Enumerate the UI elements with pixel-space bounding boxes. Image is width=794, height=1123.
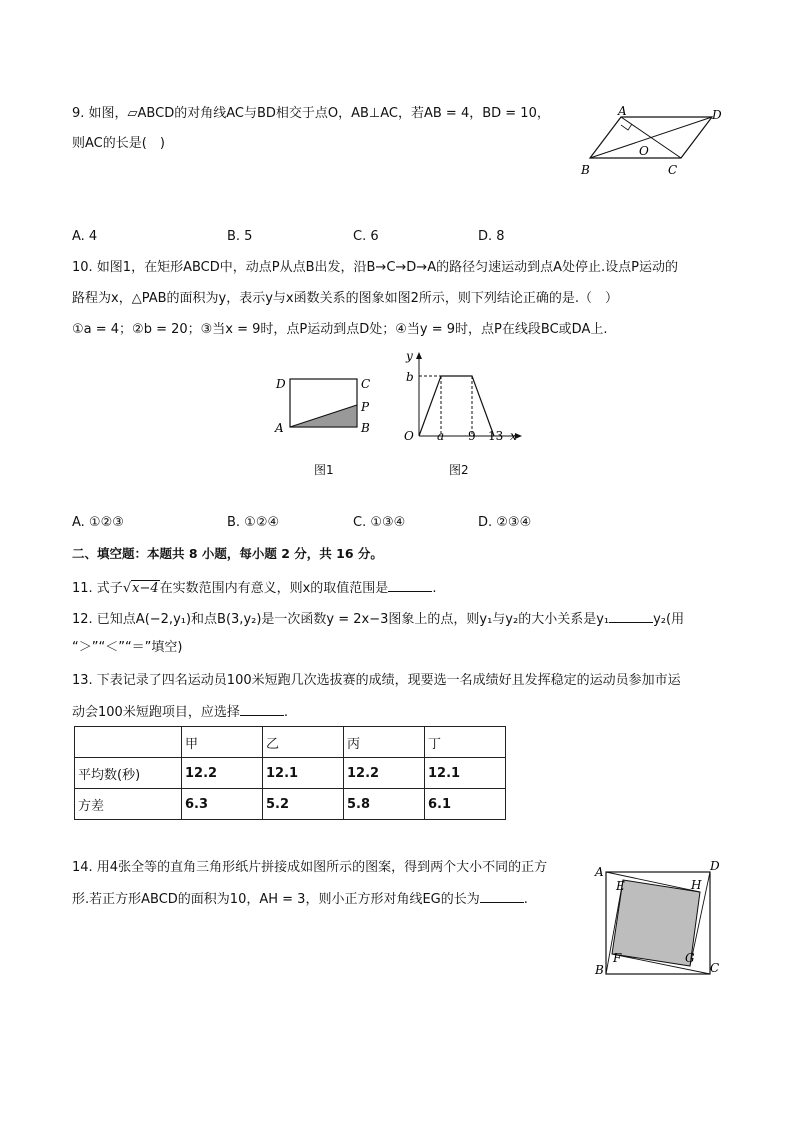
q10-option-b[interactable]: B. ①②④ — [227, 515, 280, 530]
q11-post: 在实数范围内有意义，则x的取值范围是 — [159, 581, 389, 596]
q12-line1-pre: 12. 已知点A(−2,y₁)和点B(3,y₂)是一次函数y = 2x−3图象上的点，则y₁与y₂的大小关系是y₁ — [72, 612, 610, 627]
q9-option-b[interactable]: B. 5 — [227, 229, 253, 244]
q12-line1 — [72, 608, 684, 630]
q14-answer-blank[interactable] — [480, 888, 524, 903]
table-cell: 6.3 — [182, 789, 263, 820]
fig2-label-o: O — [404, 429, 414, 443]
table-header-cell: 乙 — [263, 727, 344, 758]
q14-label-e: E — [616, 879, 625, 893]
table-header-cell: 甲 — [182, 727, 263, 758]
q11-answer-blank[interactable] — [388, 577, 432, 592]
table-cell: 5.8 — [344, 789, 425, 820]
section2-heading: 二、填空题：本题共 8 小题，每小题 2 分，共 16 分。 — [72, 546, 383, 561]
q9-label-a: A — [618, 104, 627, 118]
q9-label-o: O — [639, 144, 649, 158]
q9-label-d: D — [712, 108, 722, 122]
table-header-cell: 丁 — [425, 727, 506, 758]
q11-radicand: x−4 — [132, 581, 159, 596]
q14-line2 — [72, 888, 528, 910]
fig2-label-13: 13 — [488, 429, 504, 443]
q13-answer-blank[interactable] — [240, 701, 284, 716]
table-cell: 6.1 — [425, 789, 506, 820]
fig2-label-b: b — [406, 370, 414, 384]
q14-label-f: F — [613, 951, 622, 965]
q13-line2-end: . — [283, 705, 288, 720]
q14-line2-pre: 形.若正方形ABCD的面积为10，AH = 3，则小正方形对角线EG的长为 — [72, 892, 480, 907]
q10-figure2-graph — [400, 348, 530, 448]
q11-end: . — [432, 581, 437, 596]
q9-label-b: B — [581, 163, 590, 177]
fig2-label-a: a — [437, 429, 445, 443]
table-cell: 方差 — [75, 789, 182, 820]
q11-pre: 11. 式子 — [72, 581, 123, 596]
q10-option-d[interactable]: D. ②③④ — [478, 515, 532, 530]
fig2-caption: 图2 — [449, 463, 469, 477]
fig1-label-c: C — [361, 377, 371, 391]
table-row — [75, 789, 506, 820]
q10-line1: 10. 如图1，在矩形ABCD中，动点P从点B出发，沿B→C→D→A的路径匀速运动到点A处停止.设点P运动的 — [72, 260, 678, 275]
q14-label-d: D — [710, 859, 720, 873]
q9-line2: 则AC的长是( ) — [72, 136, 165, 151]
table-row — [75, 758, 506, 789]
table-header-cell: 丙 — [344, 727, 425, 758]
fig1-label-d: D — [276, 377, 286, 391]
q13-line2 — [72, 701, 288, 723]
q10-option-a[interactable]: A. ①②③ — [72, 515, 124, 530]
fig1-label-p: P — [361, 400, 370, 414]
q12-line1-post: y₂(用 — [653, 612, 685, 627]
q14-square-figure — [592, 858, 732, 978]
q14-label-a: A — [595, 865, 604, 879]
table-cell: 平均数(秒) — [75, 758, 182, 789]
q10-line3: ①a = 4；②b = 20；③当x = 9时，点P运动到点D处；④当y = 9时，点P在线段BC或DA上. — [72, 322, 608, 337]
sqrt-icon: √ — [122, 581, 132, 596]
table-cell: 12.2 — [182, 758, 263, 789]
q14-line2-end: . — [523, 892, 528, 907]
fig2-label-9: 9 — [468, 429, 476, 443]
table-cell: 5.2 — [263, 789, 344, 820]
q10-line2: 路程为x，△PAB的面积为y，表示y与x函数关系的图象如图2所示，则下列结论正确的是.（ ） — [72, 291, 618, 306]
table-cell: 12.1 — [425, 758, 506, 789]
q9-parallelogram-figure — [578, 104, 738, 184]
table-cell: 12.1 — [263, 758, 344, 789]
table-cell: 12.2 — [344, 758, 425, 789]
fig2-label-y: y — [406, 349, 413, 363]
q10-figure1-rectangle — [270, 368, 390, 448]
q13-line2-pre: 动会100米短跑项目，应选择 — [72, 705, 240, 720]
q13-score-table — [74, 726, 506, 820]
q14-label-h: H — [691, 878, 702, 892]
q14-label-b: B — [595, 963, 604, 977]
q12-answer-blank[interactable] — [609, 608, 653, 623]
fig1-label-b: B — [361, 421, 370, 435]
q11-line — [72, 577, 436, 599]
q12-line2: “＞”“＜”“＝”填空) — [72, 640, 183, 655]
q9-option-c[interactable]: C. 6 — [353, 229, 379, 244]
q13-line1: 13. 下表记录了四名运动员100米短跑几次选拔赛的成绩，现要选一名成绩好且发挥稳定的运动员参加市运 — [72, 673, 681, 688]
q9-option-a[interactable]: A. 4 — [72, 229, 98, 244]
table-header-row — [75, 727, 506, 758]
q10-option-c[interactable]: C. ①③④ — [353, 515, 406, 530]
q14-line1: 14. 用4张全等的直角三角形纸片拼接成如图所示的图案，得到两个大小不同的正方 — [72, 860, 548, 875]
table-header-cell — [75, 727, 182, 758]
q14-label-c: C — [710, 961, 720, 975]
q9-option-d[interactable]: D. 8 — [478, 229, 505, 244]
fig1-caption: 图1 — [314, 463, 334, 477]
q9-label-c: C — [668, 163, 678, 177]
q9-line1: 9. 如图，▱ABCD的对角线AC与BD相交于点O，AB⊥AC，若AB = 4，BD = 10， — [72, 106, 550, 121]
fig1-label-a: A — [275, 421, 284, 435]
q14-label-g: G — [685, 951, 695, 965]
fig2-label-x: x — [510, 429, 517, 443]
